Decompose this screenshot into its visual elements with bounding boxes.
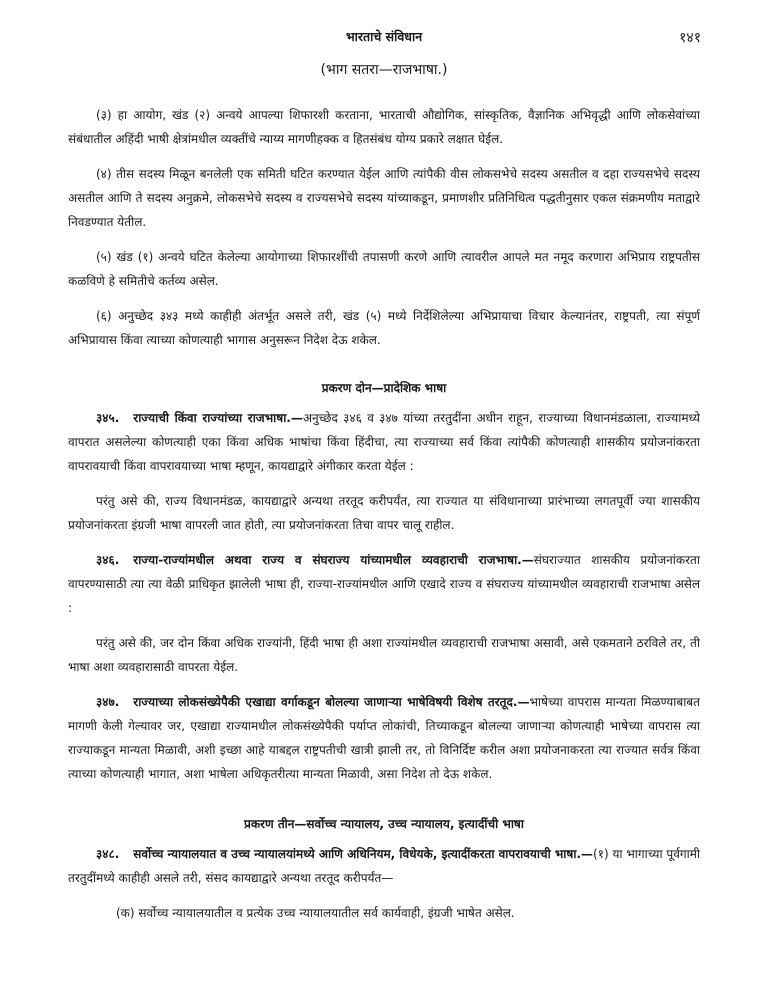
article-346 <box>68 548 700 620</box>
running-title: भारताचे संविधान <box>345 29 423 44</box>
article-text: (१) या भागाच्या पूर्वगामी तरतुदींमध्ये काहीही असले तरी, संसद कायद्याद्वारे अन्यथा तरतूद करीपर्यंत— <box>68 847 701 885</box>
article-text: संघराज्यात शासकीय प्रयोजनांकरता वापरण्यासाठी त्या त्या वेळी प्राधिकृत झालेली भाषा ही, राज्या-राज्यांमधील आणि एखादे राज्य व संघराज्य यांच्यामधील व्यवहाराची राजभाषा असेल : <box>68 553 700 615</box>
article-number: ३४७. <box>96 695 120 709</box>
article-number: ३४८. <box>96 847 120 861</box>
article-text: अनुच्छेद ३४६ व ३४७ यांच्या तरतुदींना अधीन राहून, राज्याच्या विधानमंडळाला, राज्यामध्ये वापरात असलेल्या कोणत्याही एका किंवा अधिक भाषांचा किंवा हिंदीचा, त्या राज्याच्या सर्व किंवा त्यांपैकी कोणत्याही शासकीय प्रयोजनांकरता वापरावयाची किंवा वापरावयाच्या भाषा म्हणून, कायद्याद्वारे अंगीकार करता येईल : <box>68 411 700 473</box>
article-heading: राज्याची किंवा राज्यांच्या राजभाषा.— <box>133 411 303 425</box>
part-title: (भाग सतरा—राजभाषा.) <box>320 62 448 78</box>
article-347 <box>68 690 700 786</box>
article-heading: राज्याच्या लोकसंख्येपैकी एखाद्या वर्गाकडून बोलल्या जाणाऱ्या भाषेविषयी विशेष तरतूद.— <box>133 695 530 709</box>
chapter-heading-court-languages: प्रकरण तीन—सर्वोच्च न्यायालय, उच्च न्यायालय, इत्यादींची भाषा <box>244 817 524 831</box>
page-header <box>68 28 700 50</box>
article-348-sub-clause-a: (क) सर्वोच्च न्यायालयातील व प्रत्येक उच्च न्यायालयातील सर्व कार्यवाही, इंग्रजी भाषेत असेल. <box>116 906 515 920</box>
article-346-proviso: परंतु असे की, जर दोन किंवा अधिक राज्यांनी, हिंदी भाषा ही अशा राज्यांमधील व्यवहाराची राजभाषा असावी, असे एकमताने ठरविले तर, ती भाषा अशा व्यवहारासाठी वापरता येईल. <box>68 636 700 674</box>
article-heading: सर्वोच्च न्यायालयात व उच्च न्यायालयांमध्ये आणि अधिनियम, विधेयके, इत्यादींकरता वापरावयाची भाषा.— <box>133 847 594 861</box>
article-number: ३४५. <box>96 411 120 425</box>
clause-3: (३) हा आयोग, खंड (२) अन्वये आपल्या शिफारशी करताना, भारताची औद्योगिक, सांस्कृतिक, वैज्ञानिक अभिवृद्धी आणि लोकसेवांच्या संबंधातील अहिंदी भाषी क्षेत्रांमधील व्यक्तींचे न्याय्य मागणीहक्क व हितसंबंध योग्य प्रकारे लक्षात घेईल. <box>68 108 700 146</box>
document-page <box>68 28 700 936</box>
page-number: १४१ <box>679 30 701 46</box>
article-heading: राज्या-राज्यांमधील अथवा राज्य व संघराज्य यांच्यामधील व्यवहाराची राजभाषा.— <box>133 553 534 567</box>
clause-4: (४) तीस सदस्य मिळून बनलेली एक समिती घटित करण्यात येईल आणि त्यांपैकी वीस लोकसभेचे सदस्य असतील व दहा राज्यसभेचे सदस्य असतील आणि ते सदस्य अनुक्रमे, लोकसभेचे सदस्य व राज्यसभेचे सदस्य यांच्याकडून, प्रमाणशीर प्रतिनिधित्व पद्धतीनुसार एकल संक्रमणीय मताद्वारे निवडण्यात येतील. <box>68 167 700 229</box>
chapter-heading-regional-languages: प्रकरण दोन—प्रादेशिक भाषा <box>321 381 447 395</box>
clause-6: (६) अनुच्छेद ३४३ मध्ये काहीही अंतर्भूत असले तरी, खंड (५) मध्ये निर्देशिलेल्या अभिप्रायाचा विचार केल्यानंतर, राष्ट्रपती, त्या संपूर्ण अभिप्रायास किंवा त्याच्या कोणत्याही भागास अनुसरून निदेश देऊ शकेल. <box>68 309 700 347</box>
clause-5: (५) खंड (१) अन्वये घटित केलेल्या आयोगाच्या शिफारशींची तपासणी करणे आणि त्यावरील आपले मत नमूद करणारा अभिप्राय राष्ट्रपतीस कळविणे हे समितीचे कर्तव्य असेल. <box>68 250 700 288</box>
article-345 <box>68 406 700 478</box>
article-348 <box>68 842 700 890</box>
article-number: ३४६. <box>96 553 120 567</box>
article-345-proviso: परंतु असे की, राज्य विधानमंडळ, कायद्याद्वारे अन्यथा तरतूद करीपर्यंत, त्या राज्यात या संविधानाच्या प्रारंभाच्या लगतपूर्वी ज्या शासकीय प्रयोजनांकरता इंग्रजी भाषा वापरली जात होती, त्या प्रयोजनांकरता तिचा वापर चालू राहील. <box>68 494 700 532</box>
article-text: भाषेच्या वापरास मान्यता मिळण्याबाबत मागणी केली गेल्यावर जर, एखाद्या राज्यामधील लोकसंख्येपैकी पर्याप्त लोकांची, तिच्याकडून बोलल्या जाणाऱ्या कोणत्याही भाषेच्या वापरास त्या राज्याकडून मान्यता मिळावी, अशी इच्छा आहे याबद्दल राष्ट्रपतीची खात्री झाली तर, तो विनिर्दिष्ट करील अशा प्रयोजनाकरता त्या राज्यात सर्वत्र किंवा त्याच्या कोणत्याही भागात, अशा भाषेला अधिकृतरीत्या मान्यता मिळावी, असा निदेश तो देऊ शकेल. <box>68 695 701 781</box>
